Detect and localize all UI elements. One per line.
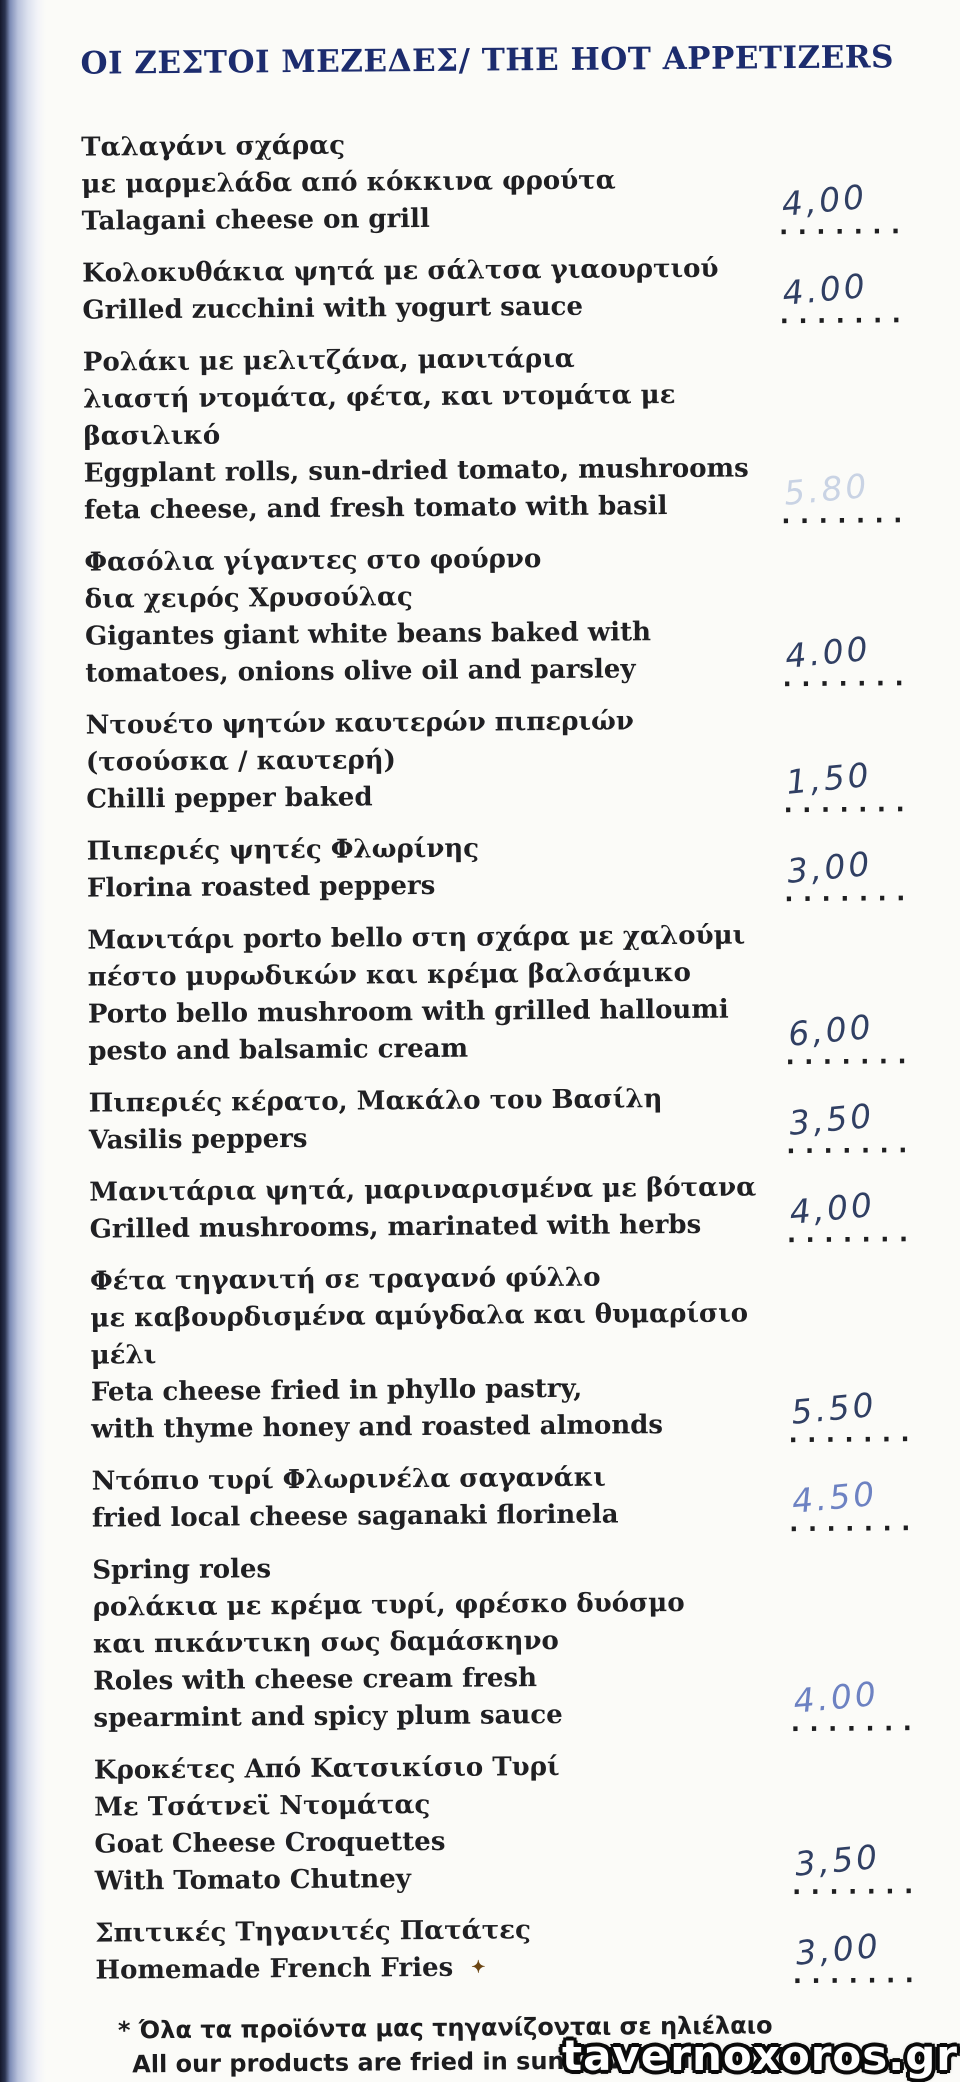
item-line: Φασόλια γίγαντες στο φούρνο xyxy=(84,544,542,578)
menu-items xyxy=(81,123,960,1990)
item-text xyxy=(83,339,772,529)
menu-item xyxy=(83,338,950,530)
menu-item xyxy=(95,1909,960,1990)
item-line: tomatoes, onions olive oil and parsley xyxy=(85,654,636,689)
footnote-line-greek: * Όλα τα προϊόντα μας τηγανίζονται σε ηλιέλαιο xyxy=(117,2011,773,2045)
price-dotted-line: ....... xyxy=(775,210,907,242)
menu-item xyxy=(90,1257,957,1449)
price-dotted-line: ....... xyxy=(782,1129,914,1161)
item-price-block xyxy=(774,754,952,820)
item-price-handwritten: 1,50 xyxy=(784,754,874,802)
item-line: ρολάκια με κρέμα τυρί, φρέσκο δυόσμο xyxy=(92,1587,685,1623)
price-dotted-line: ....... xyxy=(776,299,908,331)
item-text xyxy=(86,702,775,818)
item-line: Porto bello mushroom with grilled halloumi xyxy=(87,994,729,1030)
menu-item xyxy=(87,827,954,908)
item-price-block xyxy=(777,1095,955,1161)
item-price-block xyxy=(780,1473,958,1539)
menu-item xyxy=(91,1457,958,1538)
item-price-block xyxy=(777,1184,955,1250)
item-line: Πιπεριές κέρατο, Μακάλο του Βασίλη xyxy=(88,1084,663,1119)
item-price-handwritten: 3,00 xyxy=(785,843,874,891)
item-line: Vasilis peppers xyxy=(88,1123,308,1156)
item-line: Goat Cheese Croquettes xyxy=(94,1826,446,1860)
menu-item xyxy=(81,123,948,241)
item-price-block xyxy=(772,465,950,531)
item-price-handwritten: 4.00 xyxy=(783,628,873,676)
item-line: Ταλαγάνι σχάρας xyxy=(81,130,346,163)
item-line: Φέτα τηγανιτή σε τραγανό φύλλο xyxy=(89,1262,601,1297)
item-line: Spring roles xyxy=(92,1554,272,1586)
item-text xyxy=(87,828,776,907)
item-line: Πιπεριές ψητές Φλωρίνης xyxy=(86,833,480,867)
price-dotted-line: ....... xyxy=(780,788,912,820)
price-dotted-line: ....... xyxy=(788,1870,920,1902)
item-line: και πικάντικη σως δαμάσκηνο xyxy=(92,1625,559,1660)
item-price-block xyxy=(783,1925,960,1991)
menu-item xyxy=(89,1168,956,1249)
item-line: Grilled mushrooms, marinated with herbs xyxy=(89,1209,702,1245)
item-line: δια χειρός Χρυσούλας xyxy=(84,582,413,615)
item-line: με καβουρδισμένα αμύγδαλα και θυμαρίσιο μέλι xyxy=(90,1298,749,1371)
item-line: pesto and balsamic cream xyxy=(88,1033,469,1067)
item-price-handwritten: 4,00 xyxy=(787,1184,877,1232)
item-price-block xyxy=(775,843,953,909)
price-dotted-line: ....... xyxy=(779,662,911,694)
item-text xyxy=(87,917,776,1070)
item-line: Κροκέτες Από Κατσικίσιο Τυρί xyxy=(93,1751,560,1786)
item-text xyxy=(81,124,770,240)
item-text xyxy=(89,1169,778,1248)
item-price-handwritten: 4.00 xyxy=(780,265,870,313)
item-line: Σπιτικές Τηγανιτές Πατάτες xyxy=(95,1915,531,1949)
item-line: Talagani cheese on grill xyxy=(81,203,431,237)
item-line: Homemade French Fries ✦ xyxy=(95,1952,486,1986)
asterisk-mark-icon: ✦ xyxy=(471,1957,486,1978)
item-price-handwritten: 6,00 xyxy=(786,1006,876,1054)
item-line: (τσούσκα / καυτερή) xyxy=(85,745,397,778)
price-dotted-line: ....... xyxy=(789,1959,921,1991)
item-text xyxy=(89,1080,778,1159)
item-text xyxy=(92,1547,781,1737)
price-dotted-line: ....... xyxy=(787,1707,919,1739)
item-line: Ρολάκι με μελιτζάνα, μανιτάρια xyxy=(82,343,575,378)
item-price-block xyxy=(779,1384,957,1450)
price-dotted-line: ....... xyxy=(785,1507,917,1539)
item-price-handwritten: 3,50 xyxy=(792,1836,882,1884)
item-text xyxy=(91,1458,780,1537)
menu-item xyxy=(82,249,949,330)
menu-item xyxy=(89,1079,956,1160)
item-line: Roles with cheese cream fresh xyxy=(93,1663,538,1697)
footnote-line-english: All our products are fried in sunflower oil xyxy=(132,2045,691,2079)
item-text xyxy=(82,250,771,329)
item-line: Eggplant rolls, sun-dried tomato, mushrooms xyxy=(83,453,749,489)
menu-item xyxy=(92,1546,959,1738)
menu-item xyxy=(94,1746,960,1901)
watermark: tavernoxoros.gr xyxy=(562,2031,958,2080)
item-line: spearmint and spicy plum sauce xyxy=(93,1699,563,1734)
item-line: with thyme honey and roasted almonds xyxy=(91,1410,664,1445)
price-dotted-line: ....... xyxy=(777,499,909,531)
item-price-block xyxy=(773,628,951,694)
item-price-block xyxy=(770,265,948,331)
item-line: Florina roasted peppers xyxy=(86,870,436,904)
item-line: Με Τσάτνεϊ Ντομάτας xyxy=(94,1789,431,1823)
item-line: λιαστή ντομάτα, φέτα, και ντομάτα με βασιλικό xyxy=(83,380,676,452)
item-line: feta cheese, and fresh tomato with basil xyxy=(83,491,668,526)
item-price-handwritten: 3,00 xyxy=(793,1925,883,1973)
item-line: Grilled zucchini with yogurt sauce xyxy=(82,291,584,326)
item-line: Ντουέτο ψητών καυτερών πιπεριών xyxy=(85,706,634,741)
item-price-handwritten: 5.50 xyxy=(789,1384,879,1432)
item-line: Chilli pepper baked xyxy=(86,782,373,815)
item-text xyxy=(94,1747,783,1900)
item-text xyxy=(90,1258,779,1448)
item-line: fried local cheese saganaki florinela xyxy=(91,1499,619,1534)
item-price-handwritten: 4,00 xyxy=(779,176,869,224)
item-price-handwritten: 4.50 xyxy=(790,1473,879,1521)
price-dotted-line: ....... xyxy=(785,1418,916,1450)
item-line: With Tomato Chutney xyxy=(94,1864,412,1897)
item-line: Μανιτάρι porto bello στη σχάρα με χαλούμι xyxy=(87,920,746,956)
item-line: πέστο μυρωδικών και κρέμα βαλσάμικο xyxy=(87,957,691,993)
item-text xyxy=(95,1910,784,1989)
item-line: Κολοκυθάκια ψητά με σάλτσα γιαουρτιού xyxy=(82,253,719,289)
price-dotted-line: ....... xyxy=(782,1040,914,1072)
item-line: Μανιτάρια ψητά, μαριναρισμένα με βότανα xyxy=(89,1172,757,1208)
menu-item xyxy=(87,916,954,1071)
item-price-block xyxy=(781,1673,959,1739)
item-price-handwritten: 5.80 xyxy=(782,465,872,513)
menu-item xyxy=(84,538,951,693)
item-line: Ντόπιο τυρί Φλωρινέλα σαγανάκι xyxy=(91,1462,606,1497)
item-line: με μαρμελάδα από κόκκινα φρούτα xyxy=(81,165,616,200)
item-line: Feta cheese fried in phyllo pastry, xyxy=(90,1373,583,1408)
item-price-block xyxy=(769,176,947,242)
item-price-handwritten: 3,50 xyxy=(787,1095,876,1143)
item-text xyxy=(84,539,773,692)
item-line: Gigantes giant white beans baked with xyxy=(84,617,652,652)
item-price-handwritten: 4.00 xyxy=(791,1673,881,1721)
price-dotted-line: ....... xyxy=(780,877,912,909)
item-price-block xyxy=(782,1836,960,1902)
item-price-block xyxy=(776,1006,954,1072)
menu-item xyxy=(86,701,953,819)
price-dotted-line: ....... xyxy=(783,1218,915,1250)
page-title: ΟΙ ΖΕΣΤΟΙ ΜΕΖΕΔΕΣ/ THE HOT APPETIZERS xyxy=(80,39,895,82)
